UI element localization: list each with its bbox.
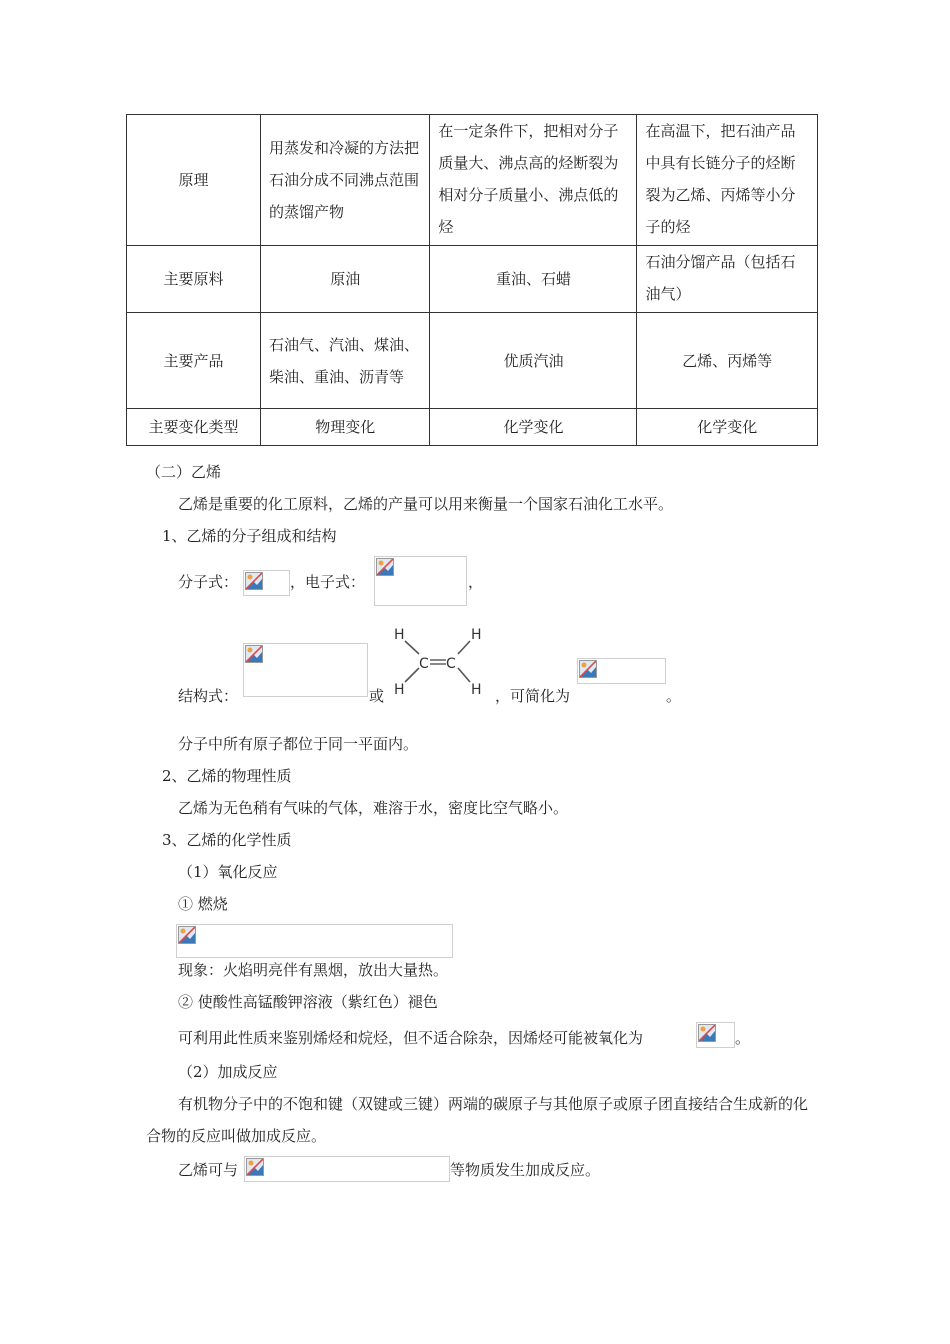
table-row <box>127 115 818 246</box>
single-bond <box>458 668 470 682</box>
identify-text: 可利用此性质来鉴别烯烃和烷烃，但不适合除杂，因烯烃可能被氧化为 <box>178 1029 644 1047</box>
broken-image-icon <box>245 645 263 663</box>
addition-heading: （2）加成反应 <box>178 1063 278 1081</box>
h-atom-label: H <box>471 682 482 698</box>
c-atom-label: C <box>419 656 429 672</box>
row-label: 主要原料 <box>127 246 261 313</box>
table-cell: 在一定条件下，把相对分子质量大、沸点高的烃断裂为相对分子质量小、沸点低的烃 <box>430 115 637 246</box>
table-cell: 在高温下，把石油产品中具有长链分子的烃断裂为乙烯、丙烯等小分子的烃 <box>637 115 818 246</box>
table-cell: 乙烯、丙烯等 <box>637 313 818 409</box>
table-cell: 石油气、汽油、煤油、柴油、重油、沥青等 <box>260 313 429 409</box>
table-cell: 物理变化 <box>260 409 429 446</box>
ethylene-structure-diagram <box>388 622 498 702</box>
addition-definition: 有机物分子中的不饱和键（双键或三键）两端的碳原子与其他原子或原子团直接结合生成新的化合物的反应叫做加成反应。 <box>146 1095 809 1145</box>
table-cell: 化学变化 <box>637 409 818 446</box>
table-row <box>127 409 818 446</box>
c-atom-label: C <box>446 656 456 672</box>
molecular-formula-image <box>243 570 290 596</box>
period: 。 <box>735 1029 751 1047</box>
petroleum-processing-table <box>126 114 818 446</box>
oxidation-product-image <box>696 1022 735 1048</box>
h-atom-label: H <box>471 627 482 643</box>
subheading-physical: 2、乙烯的物理性质 <box>162 767 292 785</box>
row-label: 主要产品 <box>127 313 261 409</box>
table-cell: 石油分馏产品（包括石油气） <box>637 246 818 313</box>
kmno4-heading: ② 使酸性高锰酸钾溶液（紫红色）褪色 <box>178 993 438 1011</box>
simplify-text: ，可简化为 <box>495 687 571 705</box>
table-cell: 重油、石蜡 <box>430 246 637 313</box>
ethylene-can-text: 乙烯可与 <box>178 1161 239 1179</box>
table-row <box>127 246 818 313</box>
phenomenon-text: 现象：火焰明亮伴有黑烟，放出大量热。 <box>178 961 449 979</box>
row-label: 原理 <box>127 115 261 246</box>
plane-statement: 分子中所有原子都位于同一平面内。 <box>178 735 419 753</box>
subheading-chemical: 3、乙烯的化学性质 <box>162 831 292 849</box>
subheading-structure: 1、乙烯的分子组成和结构 <box>162 527 337 545</box>
table-cell: 原油 <box>260 246 429 313</box>
broken-image-icon <box>698 1024 716 1042</box>
row-label: 主要变化类型 <box>127 409 261 446</box>
broken-image-icon <box>245 572 263 590</box>
electron-formula-image <box>374 556 467 606</box>
table-cell: 化学变化 <box>430 409 637 446</box>
react-with-text: 等物质发生加成反应。 <box>450 1161 601 1179</box>
physical-properties: 乙烯为无色稍有气味的气体，难溶于水，密度比空气略小。 <box>178 799 569 817</box>
combustion-heading: ① 燃烧 <box>178 895 228 913</box>
period: 。 <box>666 687 682 705</box>
combustion-equation-image <box>176 924 453 958</box>
addition-reagents-image <box>244 1156 450 1182</box>
comma: ， <box>468 573 484 591</box>
or-text: 或 <box>369 687 385 705</box>
broken-image-icon <box>376 558 394 576</box>
h-atom-label: H <box>394 682 405 698</box>
intro-paragraph: 乙烯是重要的化工原料，乙烯的产量可以用来衡量一个国家石油化工水平。 <box>178 495 674 513</box>
structural-formula-image <box>243 643 368 697</box>
section-title: （二）乙烯 <box>146 463 222 481</box>
formula-label: 分子式： <box>178 573 239 591</box>
electron-label: ，电子式： <box>290 573 366 591</box>
table-row <box>127 313 818 409</box>
h-atom-label: H <box>394 627 405 643</box>
single-bond <box>405 668 419 682</box>
single-bond <box>405 641 419 654</box>
single-bond <box>458 641 470 654</box>
broken-image-icon <box>178 926 196 944</box>
broken-image-icon <box>579 660 597 678</box>
simplified-formula-image <box>577 658 666 684</box>
table-cell: 优质汽油 <box>430 313 637 409</box>
broken-image-icon <box>246 1158 264 1176</box>
struct-label: 结构式： <box>178 687 239 705</box>
oxidation-heading: （1）氧化反应 <box>178 863 278 881</box>
table-cell: 用蒸发和冷凝的方法把石油分成不同沸点范围的蒸馏产物 <box>260 115 429 246</box>
